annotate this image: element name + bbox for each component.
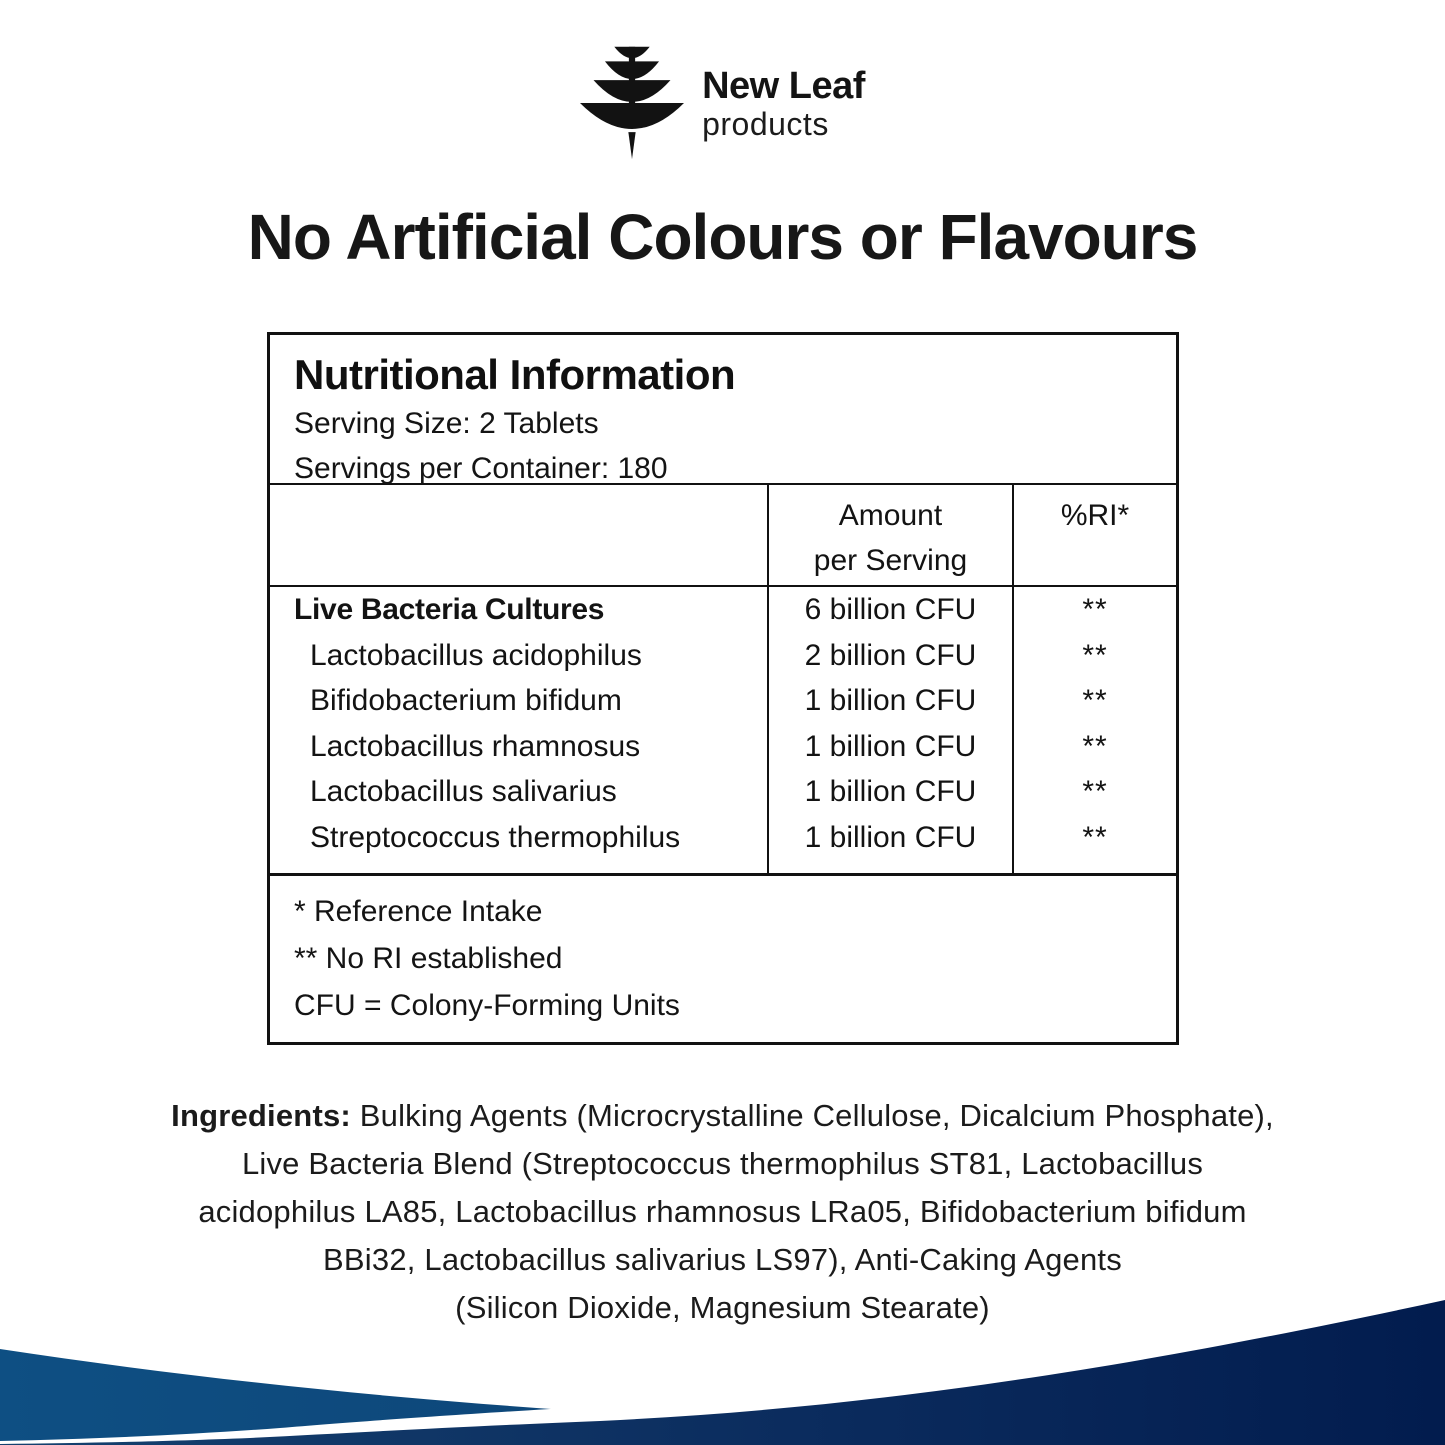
nutrition-panel-head (270, 335, 1176, 483)
table-header-row (270, 483, 1176, 585)
row-amount: 1 billion CFU (767, 678, 1012, 724)
serving-size: Serving Size: 2 Tablets (294, 407, 599, 440)
footnote-cfu: CFU = Colony-Forming Units (294, 988, 680, 1022)
row-name: Lactobacillus rhamnosus (310, 729, 641, 763)
row-ri: ** (1012, 587, 1176, 633)
brand-logo (0, 46, 1445, 162)
footnote-reference-intake: * Reference Intake (294, 894, 543, 928)
row-name: Lactobacillus acidophilus (310, 638, 642, 672)
ingredients-line-text: Bulking Agents (Microcrystalline Cellulose, Dicalcium Phosphate), (350, 1098, 1274, 1133)
ingredients-line: acidophilus LA85, Lactobacillus rhamnosus LRa05, Bifidobacterium bifidum (198, 1194, 1247, 1229)
layered-tree-icon (580, 46, 684, 162)
ingredients-line: (Silicon Dioxide, Magnesium Stearate) (455, 1290, 990, 1325)
header-amount-line2: per Serving (813, 544, 968, 577)
table-footnotes (270, 873, 1176, 1029)
brand-name-top: New Leaf (702, 65, 865, 107)
header-amount-line1: Amount (838, 499, 943, 532)
nutrition-title: Nutritional Information (294, 351, 736, 398)
row-amount: 2 billion CFU (767, 633, 1012, 679)
header-amount-cell (767, 485, 1012, 585)
row-amount: 1 billion CFU (767, 769, 1012, 815)
row-name: Live Bacteria Cultures (294, 593, 605, 626)
ingredients-label: Ingredients: (171, 1098, 351, 1133)
ingredients-line: BBi32, Lactobacillus salivarius LS97), Anti-Caking Agents (323, 1242, 1122, 1277)
ingredients-line: Live Bacteria Blend (Streptococcus thermophilus ST81, Lactobacillus (241, 1146, 1204, 1181)
header-empty-cell (270, 485, 767, 585)
row-name: Lactobacillus salivarius (310, 775, 617, 809)
row-ri: ** (1012, 678, 1176, 724)
brand-name-bottom: products (702, 106, 829, 142)
brand-name (702, 66, 865, 142)
row-ri: ** (1012, 633, 1176, 679)
row-name: Bifidobacterium bifidum (310, 684, 622, 718)
bottom-wave-decoration (0, 1267, 1445, 1445)
row-amount: 1 billion CFU (767, 724, 1012, 770)
row-ri: ** (1012, 724, 1176, 770)
row-amount: 1 billion CFU (767, 815, 1012, 861)
ingredients-line (52, 1092, 1393, 1140)
nutrition-panel (267, 332, 1179, 1045)
table-body (270, 585, 1176, 873)
row-ri: ** (1012, 769, 1176, 815)
row-amount: 6 billion CFU (767, 587, 1012, 633)
footnote-no-ri: ** No RI established (294, 941, 563, 975)
row-ri: ** (1012, 815, 1176, 861)
servings-per-container: Servings per Container: 180 (294, 452, 668, 485)
row-name: Streptococcus thermophilus (310, 820, 681, 854)
headline: No Artificial Colours or Flavours (247, 201, 1198, 273)
header-ri-cell: %RI* (1012, 485, 1176, 585)
